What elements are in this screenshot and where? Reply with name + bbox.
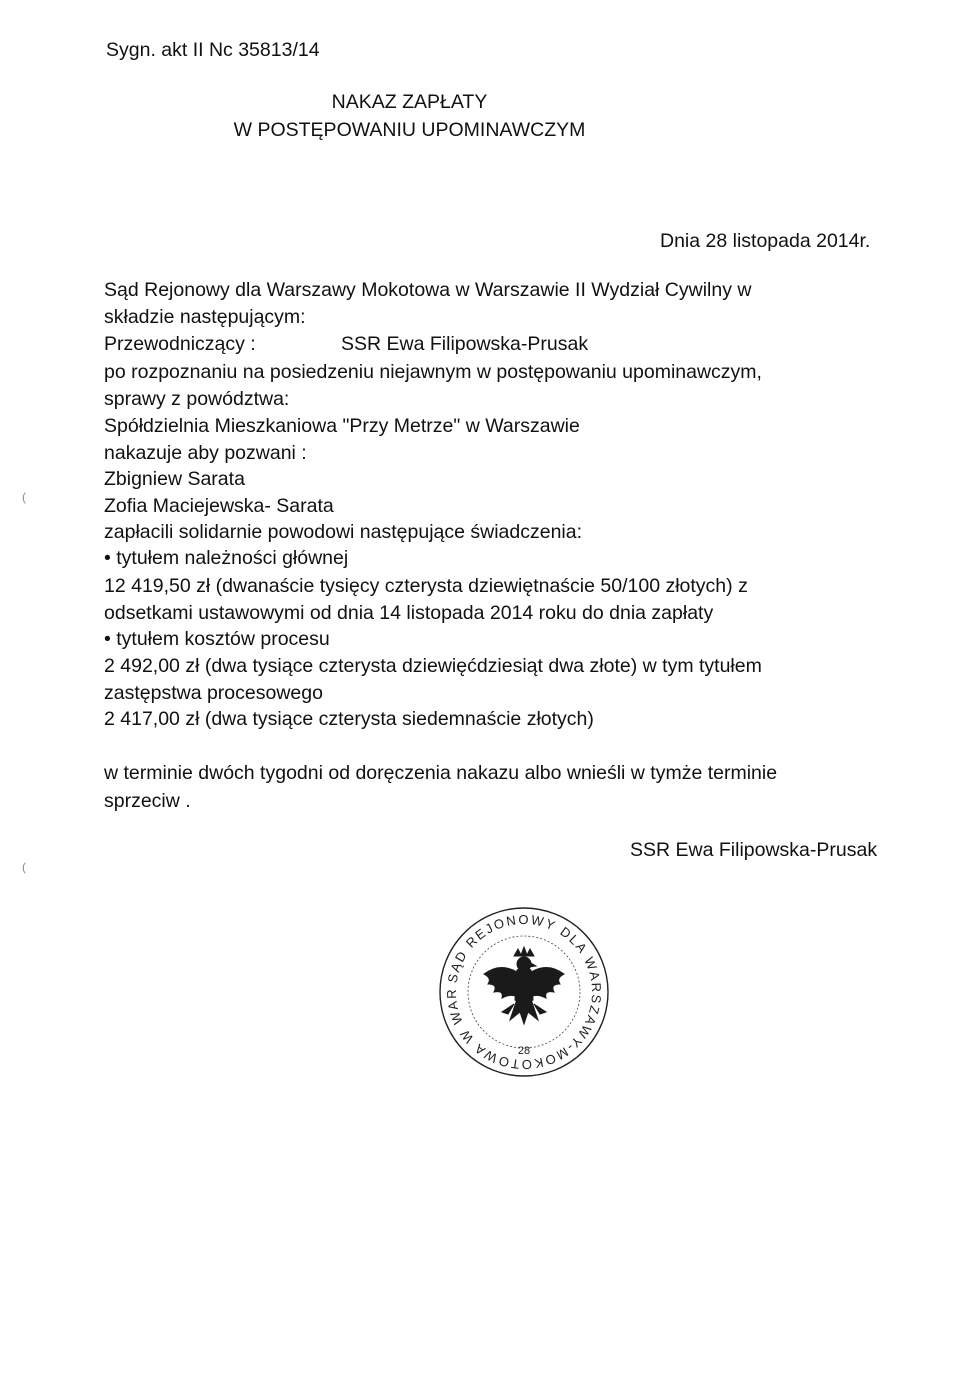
deadline-line-1: w terminie dwóch tygodni od doręczenia nakazu albo wnieśli w tymże terminie [104, 762, 778, 784]
deadline-line-2: sprzeciw . [104, 790, 191, 812]
issue-date: Dnia 28 listopada 2014r. [660, 230, 871, 252]
court-line-2: składzie następującym: [104, 306, 306, 328]
case-number: Sygn. akt II Nc 35813/14 [106, 39, 320, 61]
eagle-emblem-icon [484, 947, 564, 1024]
chair-label: Przewodniczący : [104, 333, 256, 355]
item2-amount: 2 492,00 zł (dwa tysiące czterysta dziewięćdziesiąt dwa złote) w tym tytułem [104, 655, 762, 677]
chair-name: SSR Ewa Filipowska-Prusak [341, 333, 589, 355]
item2-representation-amount: 2 417,00 zł (dwa tysiące czterysta siedemnaście złotych) [104, 708, 594, 730]
scan-artifact: ( [22, 860, 26, 874]
document-title-line1: NAKAZ ZAPŁATY [331, 91, 488, 113]
document-title-line2: W POSTĘPOWANIU UPOMINAWCZYM [233, 119, 586, 141]
item2-title: • tytułem kosztów procesu [104, 628, 330, 650]
scan-artifact: ( [22, 490, 26, 504]
item1-interest: odsetkami ustawowymi od dnia 14 listopada 2014 roku do dnia zapłaty [104, 602, 714, 624]
defendant-1: Zbigniew Sarata [104, 468, 245, 490]
court-stamp [436, 904, 612, 1080]
defendant-2: Zofia Maciejewska- Sarata [104, 495, 334, 517]
stamp-ring-text: SĄD REJONOWY DLA WARSZAWY-MOKOTOWA W WAR [443, 911, 605, 1073]
judge-signature: SSR Ewa Filipowska-Prusak [630, 839, 878, 861]
plaintiff-name: Spółdzielnia Mieszkaniowa "Przy Metrze" w Warszawie [104, 415, 580, 437]
item2-representation: zastępstwa procesowego [104, 682, 323, 704]
considered-line-2: sprawy z powództwa: [104, 388, 290, 410]
order-intro: nakazuje aby pozwani : [104, 442, 307, 464]
considered-line-1: po rozpoznaniu na posiedzeniu niejawnym w postępowaniu upominawczym, [104, 361, 762, 383]
payment-intro: zapłacili solidarnie powodowi następujące świadczenia: [104, 521, 583, 543]
stamp-number: 28 [517, 1045, 531, 1057]
court-line-1: Sąd Rejonowy dla Warszawy Mokotowa w Warszawie II Wydział Cywilny w [104, 279, 752, 301]
item1-title: • tytułem należności głównej [104, 547, 349, 569]
item1-amount: 12 419,50 zł (dwanaście tysięcy czterysta dziewiętnaście 50/100 złotych) z [104, 575, 748, 597]
